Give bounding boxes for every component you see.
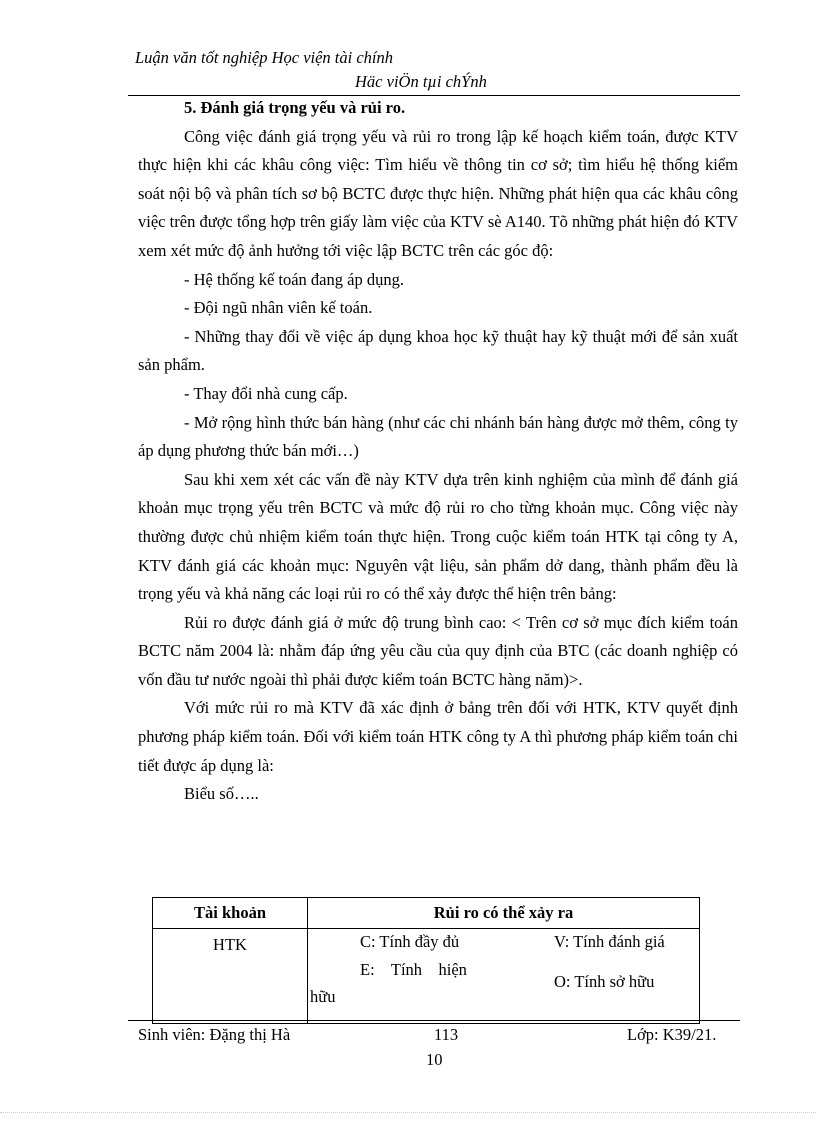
page-number-secondary: 10 (426, 1050, 443, 1069)
paragraph-4: Với mức rủi ro mà KTV đã xác định ở bảng trên đối với HTK, KTV quyết định phương pháp kiểm toán. Đối với kiểm toán HTK công ty A thì phương pháp kiểm toán chi tiết được áp dụng là: (138, 698, 738, 775)
bullet-item: - Những thay đổi về việc áp dụng khoa học kỹ thuật hay kỹ thuật mới để sản xuất sản phẩm. (138, 326, 738, 375)
paragraph-1: Công việc đánh giá trọng yếu và rủi ro trong lập kế hoạch kiểm toán, được KTV thực hiện khi các khâu công việc: Tìm hiểu về thông tin cơ sở; tìm hiểu hệ thống kiểm soát nội bộ và phân tích sơ bộ BCTC được thực hiện. Những phát hiện qua các khâu công việc trên được tổng hợp trên giấy làm việc của KTV sè A140. Tõ những phát hiện đó KTV xem xét mức độ ảnh hưởng tới việc lập BCTC trên các góc độ: (138, 126, 738, 260)
cell-risks (308, 929, 700, 1024)
risk-table (152, 897, 700, 1024)
running-header-title: Luận văn tốt nghiệp Học viện tài chính (135, 48, 393, 67)
bullet-item: - Đội ngũ nhân viên kế toán. (184, 298, 373, 318)
table-row (153, 929, 700, 1024)
bullet-item: - Mở rộng hình thức bán hàng (như các chi nhánh bán hàng được mở thêm, công ty áp dụng phương thức bán mới…) (138, 412, 738, 461)
risk-e-continued: hữu (310, 987, 336, 1006)
header-account: Tài khoản (153, 898, 308, 929)
page-edge-dotted-line (0, 1112, 816, 1113)
footer-class: Lớp: K39/21. (627, 1025, 717, 1044)
document-body (138, 94, 738, 809)
paragraph-2: Sau khi xem xét các vấn đề này KTV dựa trên kinh nghiệm của mình để đánh giá khoản mục trọng yếu trên BCTC và mức độ rủi ro cho từng khoản mục. Công việc này thường được chủ nhiệm kiểm toán thực hiện. Trong cuộc kiểm toán HTK tại công ty A, KTV đánh giá các khoản mục: Nguyên vật liệu, sản phẩm dở dang, thành phẩm đều là trọng yếu và khả năng các loại rủi ro có thể xảy được thể hiện trên bảng: (138, 469, 738, 604)
paragraph-3: Rủi ro được đánh giá ở mức độ trung bình cao: < Trên cơ sở mục đích kiểm toán BCTC năm 2004 là: nhằm đáp ứng yêu cầu của quy định của BTC (các doanh nghiệp có vốn đầu tư nước ngoài thì phải được kiểm toán BCTC hàng năm)>. (138, 612, 738, 689)
table-header-row (153, 898, 700, 929)
risk-c: C: Tính đầy đủ (360, 932, 460, 951)
table-caption: Biểu số….. (184, 784, 259, 804)
header-risks: Rủi ro có thể xảy ra (308, 898, 700, 929)
footer-page-number: 113 (434, 1025, 459, 1044)
cell-account: HTK (153, 929, 308, 1024)
risk-e: E: Tính hiện (360, 960, 467, 979)
bullet-item: - Thay đổi nhà cung cấp. (184, 383, 348, 403)
footer-student: Sinh viên: Đặng thị Hà (138, 1025, 291, 1044)
risk-v: V: Tính đánh giá (554, 932, 665, 951)
risk-o: O: Tính sở hữu (554, 972, 655, 991)
footer-rule (128, 1020, 740, 1021)
bullet-item: - Hệ thống kế toán đang áp dụng. (184, 269, 404, 289)
section-heading: 5. Đánh giá trọng yếu và rủi ro. (184, 98, 406, 117)
running-header-subtitle: Häc viÖn tµi chÝnh (355, 72, 487, 91)
